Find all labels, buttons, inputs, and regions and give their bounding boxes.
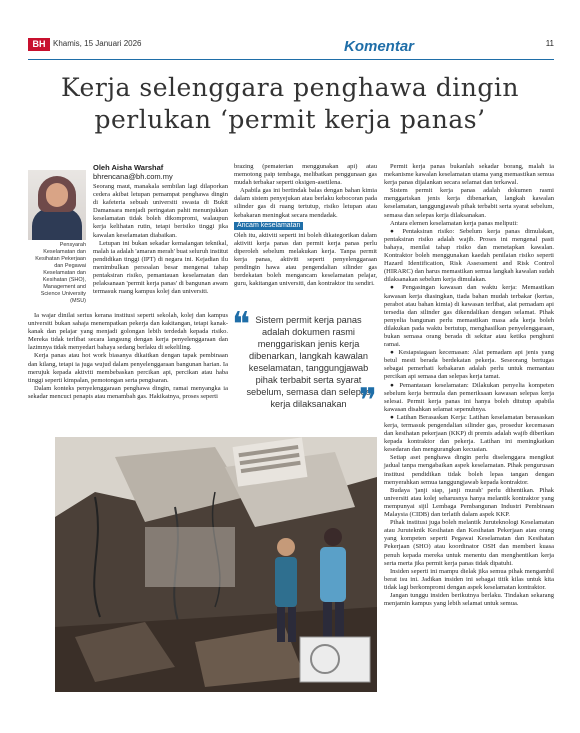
author-name: Oleh Aisha Warshaf: [93, 163, 164, 172]
issue-date: Khamis, 15 Januari 2026: [53, 39, 142, 48]
paragraph: Setiap aset penghawa dingin perlu diselenggara mengikut jadual tanpa mengabaikan aspek keselamatan. Pihak pengurusan institusi pendidikan tidak boleh lepas tangan dengan menyerahkan semua tanggungjawab kepada kontraktor.: [384, 454, 554, 486]
article-column-3: [384, 163, 554, 608]
article-column-1-top: [93, 183, 228, 296]
open-quote-icon: ❝: [232, 305, 251, 345]
paragraph: Dalam konteks penyelenggaraan penghawa dingin, ramai menyangka ia sekadar mencuci penapis atau menambah gas. Hakikatnya, proses seperti: [28, 384, 228, 400]
author-description: Pensyarah Keselamatan dan Kesihatan Pekerjaan dan Pegawai Keselamatan dan Kesihatan (SHO), Management and Science University (MSU): [35, 242, 86, 304]
paragraph: Letupan ini bukan sekadar kemalangan teknikal, malah ia adalah 'amaran merah' buat seluruh institut pendidikan tinggi (IPT) di negara ini. Kejadian ilu menimbulkan persoalan besar mengenai tahap pentaksiran risiko, pemantauan keselamatan dan pelaksanaan 'permit kerja panas' di bangunan awam termasuk ruang kampus kolej dan universiti.: [93, 239, 229, 296]
paragraph: Kerja panas atau hot work biasanya dikaitkan dengan tapak pembinaan dan kilang, tetapi ia juga wujud dalam penyelenggaraan bangunan harian. Ia merujuk kepada aktiviti membebaskan percikan api, percikan atau haba tinggi seperti kimpalan, pemotongan serta pengisaran.: [28, 352, 228, 384]
paragraph: Jangan tunggu insiden berikutnya berlaku. Tindakan sekarang menjamin kampus yang lebih selamat untuk semua.: [384, 591, 554, 608]
article-column-1-bottom: [28, 312, 228, 401]
headline-line-1: Kerja selenggara penghawa dingin: [61, 73, 519, 102]
paragraph: ● Pentaksiran risiko: Sebelum kerja panas dimulakan, pentaksiran risiko adalah wajib. Proses ini mengenal pasti bahaya, menilai tahap risiko dan menetapkan kawalan. Kontraktor boleh menggunakan kaedah penilaian risiko seperti Hazard Identification, Risk Assessment and Risk Control (HIRARC) dan harus memastikan semua langkah kawalan sudah dilaksanakan sebelum kerja dimulakan.: [384, 227, 554, 284]
paragraph: brazing (pematerian menggunakan api) atau memotong paip tembaga, melibatkan penggunaan gas mudah terbakar seperti oksigen-asetilena.: [234, 163, 377, 187]
author-photo: [28, 170, 86, 240]
paragraph: Sistem permit kerja panas adalah dokumen rasmi menggariskan jenis kerja dibenarkan, langkah kawalan keselamatan, tanggungjawab pihak terbabit serta syarat sebelum, semasa dan selepas kerja dilaksanakan.: [384, 187, 554, 219]
section-title: Komentar: [344, 38, 415, 55]
header-divider: [28, 59, 554, 60]
paragraph: Seorang maut, manakala sembilan lagi dilaporkan cedera akibat letupan pemampat penghawa dingin di kafeteria sebuah universiti swasta di Bukit Damansara menjadi peringatan pahit menunjukkan keselamatan tidak boleh dikompromi, walaupun kerja kelihatan rutin, tetapi berisiko tinggi jika kawalan keselamatan diabaikan.: [93, 183, 228, 239]
paragraph: Permit kerja panas bukanlah sekadar borang, malah ia mekanisme kawalan keselamatan utama yang memastikan semua kerja panas dijalankan secara selamat dan terkawal.: [384, 163, 554, 187]
paragraph: ● Pengasingan kawasan dan waktu kerja: Memastikan kawasan kerja diasingkan, tiada bahan mudah terbakar (kertas, perabot atau bahan kimia) di kawasan terlibat, alat pemadam api tersedia dan silinder gas dikendalikan dengan selamat. Pihak penyelia bangunan perlu memastikan masa ada kerja boleh dilakukan pada waktu bertutup, menghasilkan penyelenggaraan, bukan semasa orang berada di sekitar atau ketika penghuni ramai.: [384, 284, 554, 349]
paragraph: Antara elemen keselamatan kerja panas meliputi:: [390, 219, 518, 227]
paragraph: Oleh itu, aktiviti seperti ini boleh dikategorikan dalam aktiviti kerja panas dan permit kerja panas perlu diperoleh sebelum melakukan kerja. Tanpa permit kerja panas, aktiviti seperti penyelenggaraan pendingin hawa atau pengendalian silinder gas berdekatan boleh mengancam keselamatan pelajar, guru, kakitangan universiti, dan kontraktor itu sendiri.: [234, 231, 377, 288]
paragraph: ● Latihan Berasaskan Kerja: Latihan keselamatan berasaskan kerja, termasuk pengendalian silinder gas, prosedur kecemasan dan kesihatan pekerjaan (KKP) di premis adalah wajib diberikan kepada kontraktor dan pekerja. Latihan ini meningkatkan kesedaran dan mengurangkan kecuaian.: [384, 413, 554, 454]
paragraph: Budaya 'janji siap, janji murah' perlu dihentikan. Pihak universiti atau kolej seharusnya hanya melantik kontraktor yang mempunyai sijil Lembaga Pembangunan Industri Pembinaan Malaysia (CIDB) dan terlatih dalam aspek KKP.: [384, 486, 554, 519]
subheading: Ancam keselamatan: [234, 222, 303, 230]
paragraph: Insiden seperti ini mampu dielak jika semua pihak mengambil berat isu ini. Jadikan insiden ini sebagai titik kilas untuk kita tidak lagi berkompromi dengan aspek keselamatan kontraktor.: [384, 567, 554, 591]
paragraph: ● Pemantauan keselamatan: Dilakukan penyelia kompeten sebelum kerja bermula dan pemeriksaan kawasan selepas kerja selesai. Permit kerja panas ini hanya boleh ditutup apabila kawasan disahkan selamat sepenuhnya.: [384, 381, 554, 413]
newspaper-logo: BH: [28, 38, 50, 51]
paragraph: Apabila gas ini bertindak balas dengan bahan kimia dalam sistem penyejukan atau berlaku kebocoran pada silinder gas di ruang tertutup, risiko letupan atau kebakaran meningkat secara mendadak.: [234, 187, 377, 219]
pull-quote-text: Sistem permit kerja panas adalah dokumen rasmi menggariskan jenis kerja dibenarkan, langkah kawalan keselamatan, tanggungjawab pihak terbabit serta syarat sebelum, semasa dan selepas kerja dilaksanakan: [246, 315, 371, 409]
explosion-scene-photo: [55, 437, 377, 692]
byline: [93, 163, 173, 181]
article-column-2: [234, 163, 377, 288]
headline: [40, 72, 540, 136]
headline-line-2: perlukan ‘permit kerja panas’: [94, 105, 486, 134]
paragraph: Ia wajar dinilai serius kerana institusi seperti sekolah, kolej dan kampus universiti bukan sahaja menempatkan pekerja dan kakitangan, tetapi kanak-kanak dan pelajar yang menjadi golongan lebih terdedah kepada risiko. Mereka tidak terlibat secara langsung dengan kerja penyelenggaraan dan lazimnya tidak menyedari bahaya sedang berlaku di sekeliling.: [28, 312, 228, 352]
page-number: 11: [545, 39, 554, 48]
author-email[interactable]: bhrencana@bh.com.my: [93, 172, 173, 181]
paragraph: Pihak institusi juga boleh melantik Juruteknologi Keselamatan atau Juruteknik Kesihatan dan Kesihatan Pekerjaan atau orang yang kompeten seperti Pegawai Keselamatan dan Kesihatan Pekerjaan (SHO) atau koordinator OSH dan memberi kuasa penuh kepada mereka untuk menentu dan menghentikan kerja serta merta jika permit kerja panas tidak dipatuhi.: [384, 519, 554, 567]
pull-quote: [232, 305, 377, 421]
paragraph: ● Kesiapsiagaan kecemasan: Alat pemadam api jenis yang betul mesti berada berdekatan pekerja. Seseorang bertugas sebagai pemerhati kebakaran adalah perlu untuk memantau percikan api semasa dan selepas kerja tamat.: [384, 349, 554, 381]
masthead: [28, 34, 554, 56]
close-quote-icon: ❞: [358, 381, 377, 421]
